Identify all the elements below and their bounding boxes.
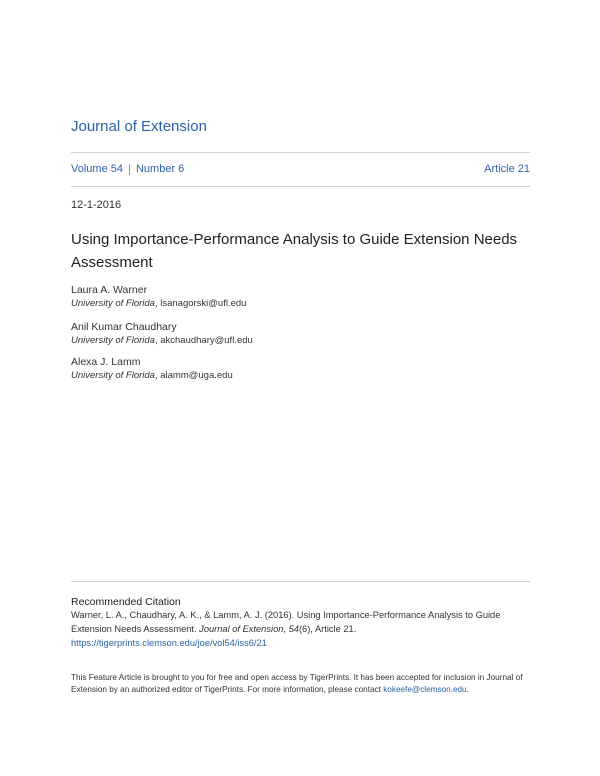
divider-citation xyxy=(71,581,530,582)
author-affiliation: University of Florida, alamm@uga.edu xyxy=(71,370,233,381)
open-access-notice xyxy=(71,672,531,695)
citation-issue: (6), Article 21. xyxy=(298,624,357,634)
author-entry xyxy=(71,283,531,310)
divider-top xyxy=(71,152,530,153)
article-title: Using Importance-Performance Analysis to Guide Extension Needs Assessment xyxy=(71,231,518,271)
volume-issue-group xyxy=(71,163,184,175)
affiliation-name: University of Florida xyxy=(71,298,155,309)
citation-journal: Journal of Extension xyxy=(199,624,284,634)
author-name: Laura A. Warner xyxy=(71,284,148,296)
author-name: Anil Kumar Chaudhary xyxy=(71,321,177,333)
divider-bottom xyxy=(71,186,530,187)
publication-date: 12-1-2016 xyxy=(71,199,122,211)
author-affiliation: University of Florida, lsanagorski@ufl.edu xyxy=(71,298,247,309)
number-link[interactable]: Number 6 xyxy=(135,163,185,175)
notice-text: This Feature Article is brought to you for free and open access by TigerPrints. It has been accepted for inclusion in Journal of Extension by an authorized editor of TigerPrints. For more information, please contact xyxy=(71,673,523,694)
affiliation-name: University of Florida xyxy=(71,335,155,346)
affiliation-name: University of Florida xyxy=(71,370,155,381)
citation-text: Warner, L. A., Chaudhary, A. K., & Lamm, A. J. (2016). Using Importance-Performance Analysis to Guide Extension Needs Assessment. Journal of Extension, 54(6), Article 21. https://tigerprints.clemson.edu/joe/vol54/iss6/21 xyxy=(71,610,501,648)
article-number-link[interactable]: Article 21 xyxy=(484,163,530,175)
author-affiliation: University of Florida, akchaudhary@ufl.edu xyxy=(71,335,253,346)
author-email[interactable]: lsanagorski@ufl.edu xyxy=(160,298,247,309)
author-email[interactable]: akchaudhary@ufl.edu xyxy=(160,335,253,346)
volume-link[interactable]: Volume 54 xyxy=(71,163,123,175)
contact-email-link[interactable]: kokeefe@clemson.edu xyxy=(383,684,467,694)
recommended-citation-label: Recommended Citation xyxy=(71,596,181,608)
author-entry xyxy=(71,320,531,347)
volume-separator xyxy=(129,164,130,175)
citation-url-link[interactable]: https://tigerprints.clemson.edu/joe/vol54/iss6/21 xyxy=(71,638,267,648)
journal-title-link[interactable]: Journal of Extension xyxy=(71,118,207,135)
citation-authors: Warner, L. A., Chaudhary, A. K., & Lamm, A. J. (2016). Using Importance-Performance Analysis to Guide Extension Needs Assessment. xyxy=(71,610,501,634)
volume-row xyxy=(71,163,530,175)
citation-volume: 54 xyxy=(288,624,299,634)
author-name: Alexa J. Lamm xyxy=(71,356,141,368)
author-email[interactable]: alamm@uga.edu xyxy=(160,370,233,381)
notice-end: . xyxy=(466,684,469,694)
author-entry xyxy=(71,355,531,382)
